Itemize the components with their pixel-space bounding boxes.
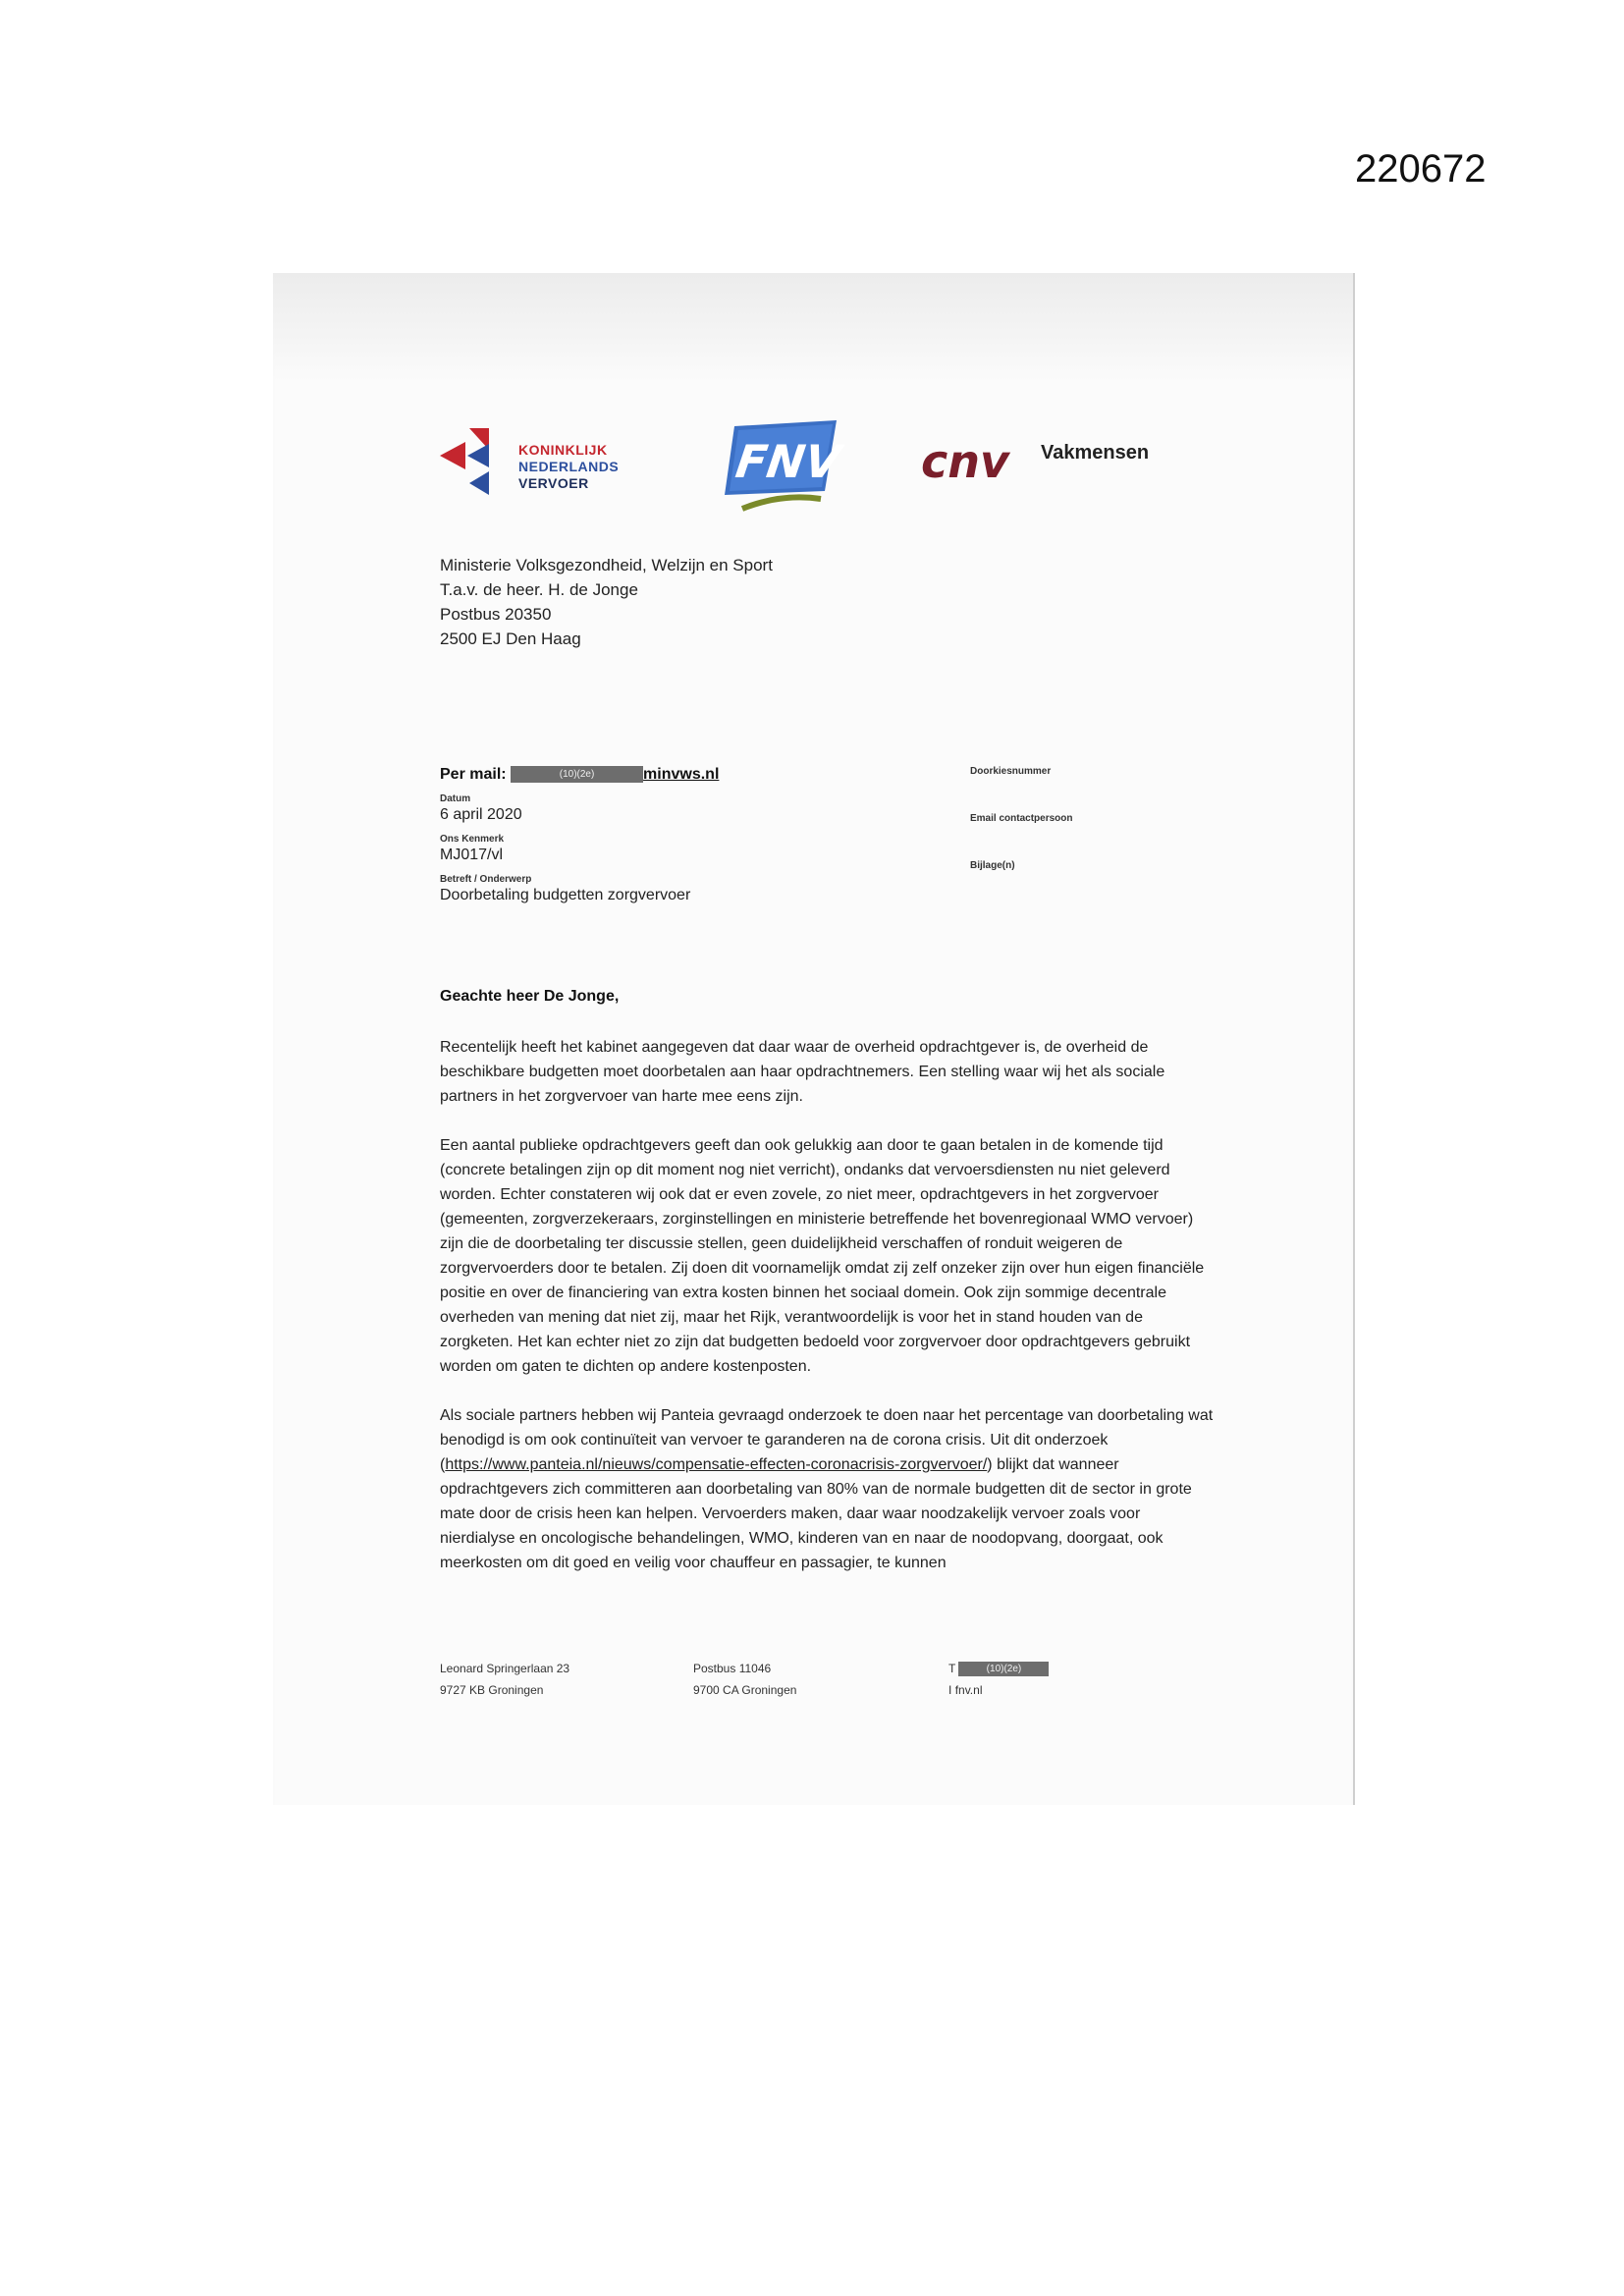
footer-contact bbox=[948, 1658, 1049, 1701]
paragraph-3 bbox=[440, 1403, 1216, 1575]
recipient-address bbox=[440, 553, 773, 651]
fnv-logo bbox=[723, 418, 850, 517]
footer-phone-redaction: (10)(2e) bbox=[958, 1662, 1049, 1676]
datum-value: 6 april 2020 bbox=[440, 806, 522, 823]
footer-addr1-line2: 9727 KB Groningen bbox=[440, 1683, 544, 1697]
scan-shadow bbox=[273, 273, 1353, 381]
footer-i-label: I bbox=[948, 1683, 952, 1697]
knv-logo bbox=[440, 428, 636, 497]
footer-website[interactable]: fnv.nl bbox=[954, 1683, 983, 1697]
footer-phone-line bbox=[948, 1658, 1049, 1679]
footer-addr2-line2: 9700 CA Groningen bbox=[693, 1683, 797, 1697]
cnv-mark-icon bbox=[921, 436, 1034, 485]
per-mail-domain: minvws.nl bbox=[643, 766, 720, 783]
meta-right-column bbox=[970, 766, 1072, 907]
footer-address-2 bbox=[693, 1658, 796, 1701]
footer-web-line bbox=[948, 1679, 1049, 1701]
recipient-line-2: T.a.v. de heer. H. de Jonge bbox=[440, 580, 638, 599]
per-mail-line bbox=[440, 766, 1324, 784]
per-mail-label: Per mail: bbox=[440, 766, 507, 783]
fnv-flag-icon bbox=[723, 418, 850, 517]
svg-text:cnv: cnv bbox=[921, 436, 1010, 485]
svg-text:FNV: FNV bbox=[732, 435, 844, 488]
kenmerk-label: Ons Kenmerk bbox=[440, 834, 505, 845]
knv-triangles-icon bbox=[440, 428, 509, 497]
knv-line-1: KONINKLIJK bbox=[518, 442, 608, 458]
recipient-line-4: 2500 EJ Den Haag bbox=[440, 629, 581, 648]
paragraph-2: Een aantal publieke opdrachtgevers geeft dan ook gelukkig aan door te gaan betalen in de komende tijd (concrete betalingen zijn op dit moment nog niet verricht), ondanks dat vervoersdiensten nu niet geleverd worden. Echter constateren wij ook dat er even zovele, zo niet meer, opdrachtgevers in het zorgvervoer (gemeenten, zorgverzekeraars, zorginstellingen en ministerie betreffende het bovenregionaal WMO vervoer) zijn die de doorbetaling ter discussie stellen, geen duidelijkheid verschaffen of ronduit weigeren de zorgvervoerders door te betalen. Zij doen dit voornamelijk omdat zij zelf onzeker zijn over hun eigen financiële positie en over de financiering van extra kosten binnen het sociaal domein. Ook zijn sommige decentrale overheden van mening dat niet zij, maar het Rijk, verantwoordelijk is voor het in stand houden van de zorgketen. Het kan echter niet zo zijn dat budgetten bedoeld voor zorgvervoer door opdrachtgevers gebruikt worden om gaten te dichten op andere kostenposten. bbox=[440, 1137, 1205, 1375]
email-contact-label: Email contactpersoon bbox=[970, 813, 1073, 824]
datum-label: Datum bbox=[440, 793, 471, 804]
redaction-block: (10)(2e) bbox=[511, 766, 643, 783]
cnv-vakmensen-label: Vakmensen bbox=[1041, 442, 1150, 464]
bijlage-label: Bijlage(n) bbox=[970, 860, 1015, 871]
document-number: 220672 bbox=[1355, 147, 1487, 191]
cnv-logo bbox=[921, 436, 1176, 485]
kenmerk-value: MJ017/vl bbox=[440, 847, 504, 863]
panteia-link[interactable]: https://www.panteia.nl/nieuws/compensatie-effecten-coronacrisis-zorgvervoer/ bbox=[445, 1456, 988, 1473]
paragraph-3-start: Als sociale partners hebben wij Panteia gevraagd onderzoek te doen naar het percentage van doorbetaling wat benodigd is om ook continuïteit van vervoer te garanderen na de corona crisis. Uit dit onderzoek ( bbox=[440, 1407, 1214, 1473]
footer-t-label: T bbox=[948, 1662, 956, 1675]
scanned-letter bbox=[273, 273, 1355, 1805]
doorkies-label: Doorkiesnummer bbox=[970, 766, 1052, 777]
betreft-label: Betreft / Onderwerp bbox=[440, 874, 532, 885]
paragraph-1: Recentelijk heeft het kabinet aangegeven dat daar waar de overheid opdrachtgever is, de overheid de beschikbare budgetten moet doorbetalen aan haar opdrachtnemers. Een stelling waar wij het als sociale partners in het zorgvervoer van harte mee eens zijn. bbox=[440, 1039, 1165, 1105]
salutation: Geachte heer De Jonge, bbox=[440, 988, 620, 1005]
paragraph-3-end: ) blijkt dat wanneer opdrachtgevers zich committeren aan doorbetaling van 80% van de normale budgetten dit de sector in grote mate door de crisis heen kan helpen. Vervoerders maken, daar waar noodzakelijk vervoer zoals voor nierdialyse en oncologische behandelingen, WMO, kinderen van en naar de noodopvang, doorgaat, ook meerkosten om dit goed en veilig voor chauffeur en passagier, te kunnen bbox=[440, 1456, 1192, 1571]
betreft-value: Doorbetaling budgetten zorgvervoer bbox=[440, 887, 691, 903]
knv-line-2: NEDERLANDS bbox=[518, 459, 620, 474]
recipient-line-1: Ministerie Volksgezondheid, Welzijn en Sport bbox=[440, 556, 773, 574]
footer-addr2-line1: Postbus 11046 bbox=[693, 1662, 772, 1675]
knv-line-3: VERVOER bbox=[518, 475, 589, 491]
footer-address-1 bbox=[440, 1658, 569, 1701]
recipient-line-3: Postbus 20350 bbox=[440, 605, 552, 624]
footer-addr1-line1: Leonard Springerlaan 23 bbox=[440, 1662, 570, 1675]
letter-meta bbox=[440, 766, 1324, 904]
letter-body bbox=[440, 1035, 1216, 1600]
